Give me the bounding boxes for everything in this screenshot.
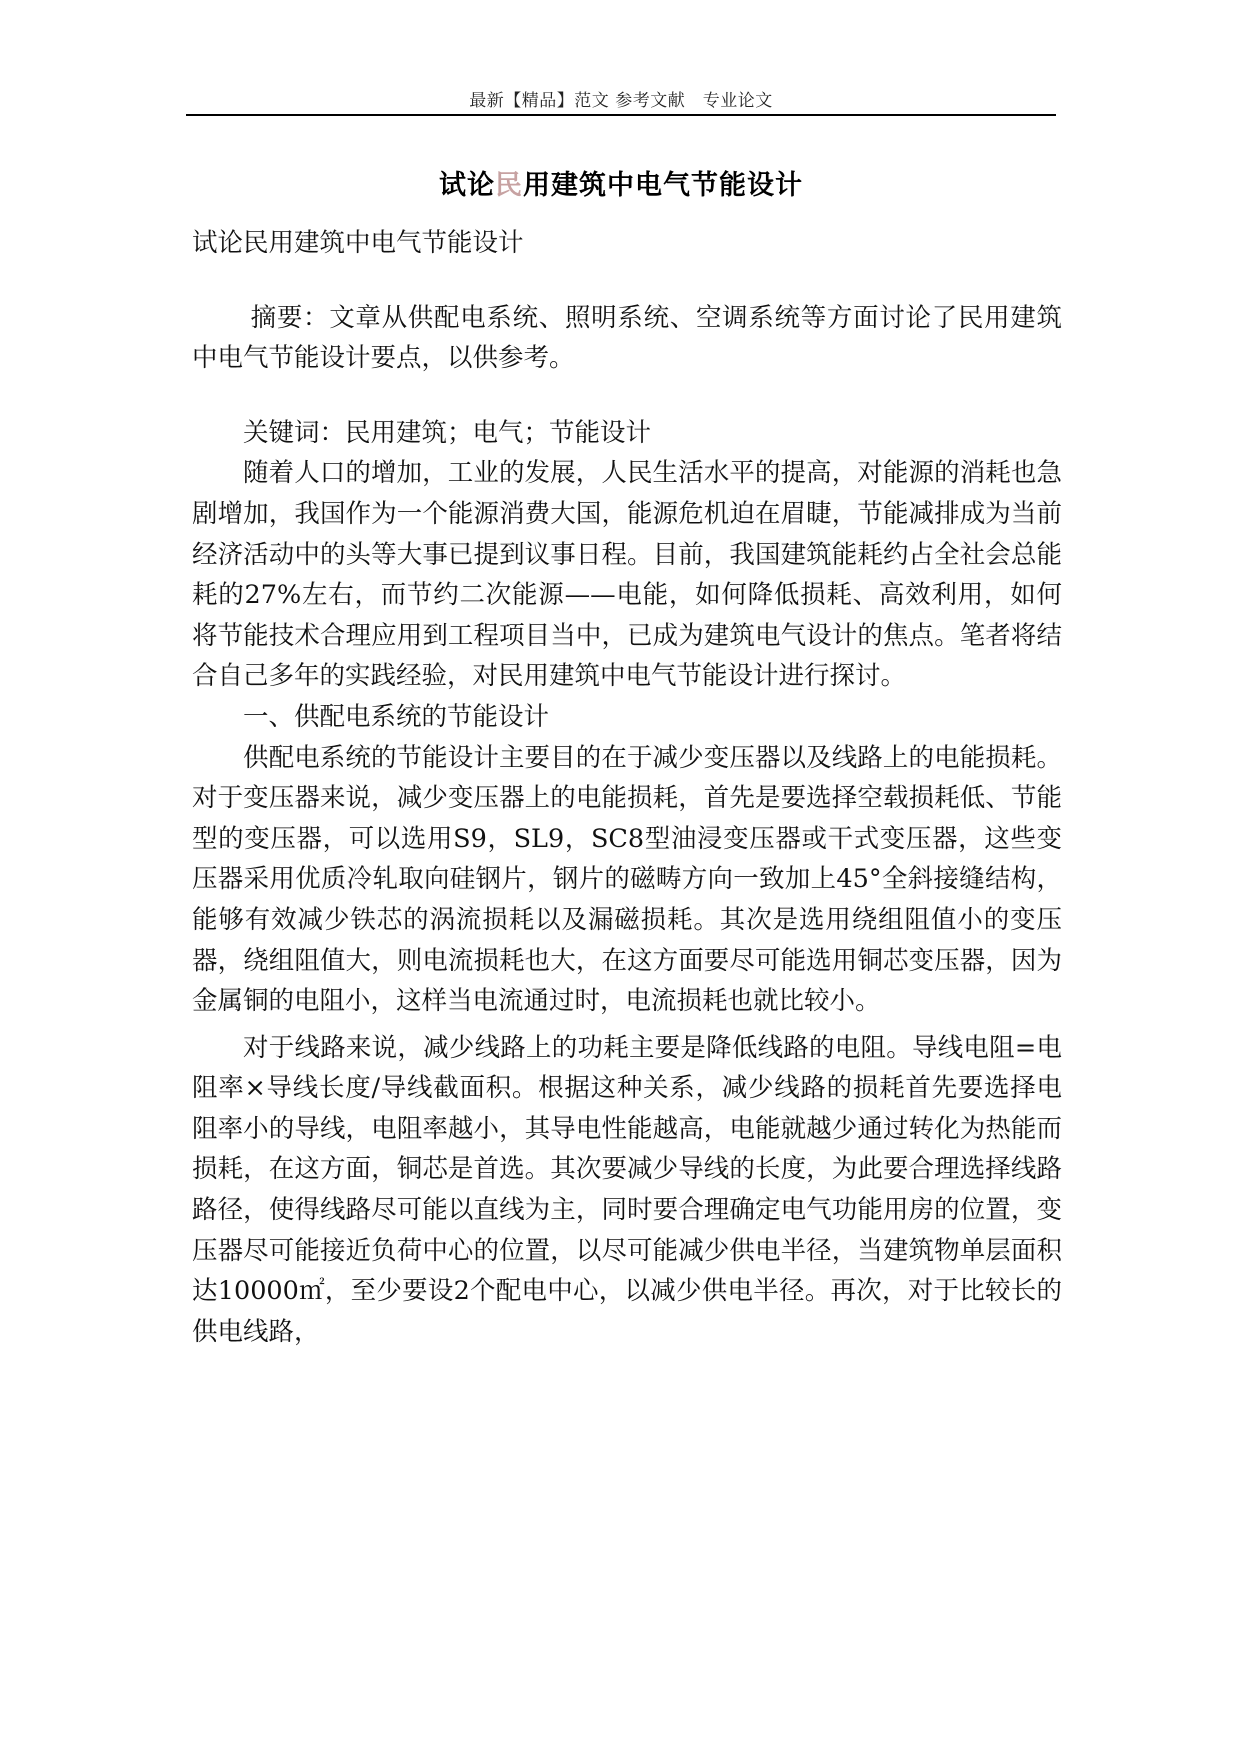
paragraph-transformer: 供配电系统的节能设计主要目的在于减少变压器以及线路上的电能损耗。对于变压器来说，减少变压器上的电能损耗，首先是要选择空载损耗低、节能型的变压器，可以选用S9，SL9，SC8型油浸变压器或干式变压器，这些变压器采用优质冷轧取向硅钢片，钢片的磁畴方向一致加上45°全斜接缝结构，能够有效减少铁芯的涡流损耗以及漏磁损耗。其次是选用绕组阻值小的变压器，绕组阻值大，则电流损耗也大，在这方面要尽可能选用铜芯变压器，因为金属铜的电阻小，这样当电流通过时，电流损耗也就比较小。 bbox=[192, 742, 1062, 1017]
title-part-1: 试论 bbox=[439, 170, 495, 201]
paragraph-lines: 对于线路来说，减少线路上的功耗主要是降低线路的电阻。导线电阻=电阻率×导线长度/导线截面积。根据这种关系，减少线路的损耗首先要选择电阻率小的导线，电阻率越小，其导电性能越高，电能就越少通过转化为热能而损耗，在这方面，铜芯是首选。其次要减少导线的长度，为此要合理选择线路路径，使得线路尽可能以直线为主，同时要合理确定电气功能用房的位置，变压器尽可能接近负荷中心的位置，以尽可能减少供电半径，当建筑物单层面积达10000㎡，至少要设2个配电中心，以减少供电半径。再次，对于比较长的供电线路， bbox=[192, 1032, 1062, 1347]
section-heading-1: 一、供配电系统的节能设计 bbox=[243, 701, 550, 732]
header-divider bbox=[186, 114, 1056, 116]
title-part-3: 用建筑中电气节能设计 bbox=[523, 170, 803, 201]
abstract: 摘要：文章从供配电系统、照明系统、空调系统等方面讨论了民用建筑中电气节能设计要点，以供参考。 bbox=[192, 302, 1062, 374]
paragraph-intro: 随着人口的增加，工业的发展，人民生活水平的提高，对能源的消耗也急剧增加，我国作为一个能源消费大国，能源危机迫在眉睫，节能减排成为当前经济活动中的头等大事已提到议事日程。目前，我国建筑能耗约占全社会总能耗的27%左右，而节约二次能源——电能，如何降低损耗、高效利用，如何将节能技术合理应用到工程项目当中，已成为建筑电气设计的焦点。笔者将结合自己多年的实践经验，对民用建筑中电气节能设计进行探讨。 bbox=[192, 458, 1062, 692]
document-body bbox=[192, 223, 1062, 1352]
keywords: 关键词：民用建筑；电气；节能设计 bbox=[243, 417, 652, 448]
page-header: 最新【精品】范文 参考文献 专业论文 bbox=[469, 91, 773, 111]
document-title bbox=[186, 163, 1056, 202]
title-part-highlight: 民 bbox=[495, 170, 523, 201]
subtitle: 试论民用建筑中电气节能设计 bbox=[192, 228, 524, 258]
